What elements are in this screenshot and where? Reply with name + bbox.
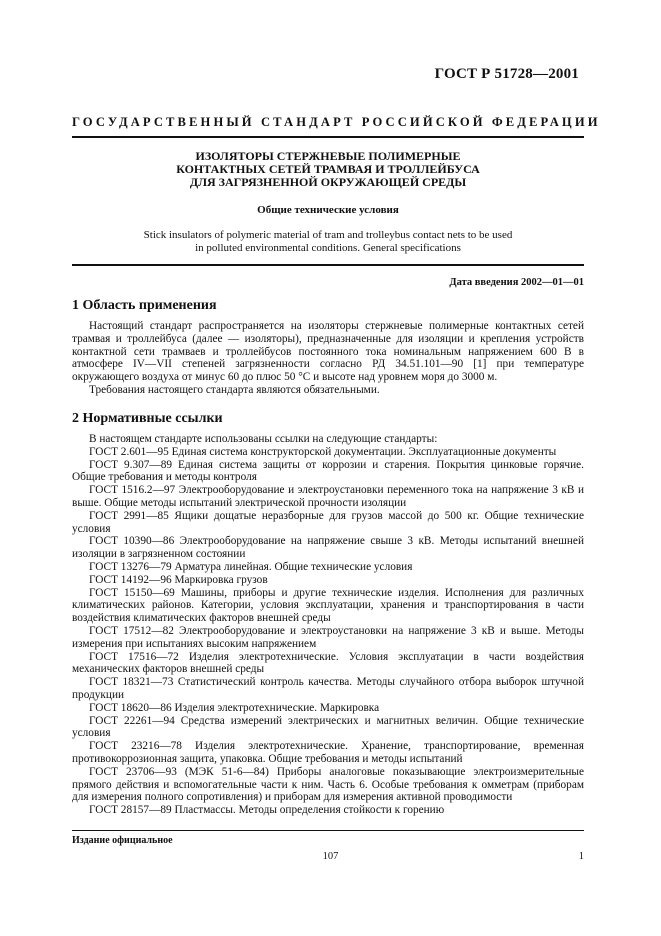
title-line: КОНТАКТНЫХ СЕТЕЙ ТРАМВАЯ И ТРОЛЛЕЙБУСА xyxy=(176,162,480,176)
footer-divider xyxy=(72,830,584,831)
document-title xyxy=(72,150,584,189)
reference-item: ГОСТ 23216—78 Изделия электротехнические. Хранение, транспортирование, временная противокоррозионная защита, упаковка. Общие требования и методы испытаний xyxy=(72,740,584,765)
section-heading: 1 Область применения xyxy=(72,298,217,313)
reference-item: ГОСТ 18321—73 Статистический контроль качества. Методы случайного отбора выборок штучной продукции xyxy=(72,676,584,701)
state-standard-heading: ГОСУДАРСТВЕННЫЙ СТАНДАРТ РОССИЙСКОЙ ФЕДЕРАЦИИ xyxy=(72,115,601,129)
official-edition-label: Издание официальное xyxy=(72,835,173,846)
reference-item: ГОСТ 1516.2—97 Электрооборудование и электроустановки переменного тока на напряжение 3 кВ и выше. Общие методы испытаний электрической прочности изоляции xyxy=(72,484,584,509)
english-title-line: in polluted environmental conditions. General specifications xyxy=(195,241,461,254)
title-line: ДЛЯ ЗАГРЯЗНЕННОЙ ОКРУЖАЮЩЕЙ СРЕДЫ xyxy=(189,175,467,189)
reference-item: ГОСТ 22261—94 Средства измерений электрических и магнитных величин. Общие технические условия xyxy=(72,714,584,740)
reference-item: ГОСТ 17512—82 Электрооборудование и электроустановки на напряжение 3 кВ и выше. Методы измерения при испытаниях высоким напряжением xyxy=(72,624,584,650)
reference-item: ГОСТ 9.307—89 Единая система защиты от коррозии и старения. Покрытия цинковые горячие. Общие требования и методы контроля xyxy=(72,458,584,484)
reference-item: ГОСТ 23706—93 (МЭК 51-6—84) Приборы аналоговые показывающие электроизмерительные прямого действия и вспомогательные части к ним. Часть 6. Особые требования к омметрам (приборам для измерения полного сопротивления) и приборам для измерения активной проводимости xyxy=(72,765,584,804)
document-subtitle: Общие технические условия xyxy=(257,204,399,216)
paragraph: Настоящий стандарт распространяется на изоляторы стержневые полимерные контактных сетей трамвая и троллейбуса (далее — изоляторы), предназначенные для изоляции и крепления устройств контактной сети трамваев и троллейбусов постоянного тока номинальным напряжением 600 В в атмосфере IV—VII степеней загрязненности согласно РД 34.51.101—90 [1] при температуре окружающего воздуха от минус 60 до плюс 50 °С и высоте над уровнем моря до 3000 м. xyxy=(72,320,584,384)
header-divider xyxy=(72,136,584,138)
document-code: ГОСТ Р 51728—2001 xyxy=(434,66,579,82)
reference-item: ГОСТ 14192—96 Маркировка грузов xyxy=(89,573,268,586)
reference-item: ГОСТ 28157—89 Пластмассы. Методы определения стойкости к горению xyxy=(89,804,445,817)
paragraph: Требования настоящего стандарта являются обязательными. xyxy=(89,383,380,396)
english-title-line: Stick insulators of polymeric material of tram and trolleybus contact nets to be used xyxy=(143,229,513,241)
section-scope xyxy=(72,298,584,397)
section-heading: 2 Нормативные ссылки xyxy=(72,411,223,426)
reference-item: ГОСТ 10390—86 Электрооборудование на напряжение свыше 3 кВ. Методы испытаний внешней изоляции в загрязненном состоянии xyxy=(72,535,584,561)
reference-item: ГОСТ 2.601—95 Единая система конструкторской документации. Эксплуатационные документы xyxy=(89,445,557,458)
reference-item: ГОСТ 2991—85 Ящики дощатые неразборные для грузов массой до 500 кг. Общие технические условия xyxy=(72,509,584,535)
english-title xyxy=(72,229,584,254)
reference-item: ГОСТ 13276—79 Арматура линейная. Общие технические условия xyxy=(89,560,413,573)
sheet-number: 1 xyxy=(578,851,584,862)
reference-item: ГОСТ 17516—72 Изделия электротехнические. Условия эксплуатации в части воздействия механических факторов внешней среды xyxy=(72,650,584,676)
title-line: ИЗОЛЯТОРЫ СТЕРЖНЕВЫЕ ПОЛИМЕРНЫЕ xyxy=(195,149,461,163)
title-divider xyxy=(72,264,584,266)
reference-item: ГОСТ 15150—69 Машины, приборы и другие технические изделия. Исполнения для различных климатических районов. Категории, условия эксплуатации, хранения и транспортирования в части воздействия климатических факторов внешней среды xyxy=(72,586,584,625)
paragraph: В настоящем стандарте использованы ссылки на следующие стандарты: xyxy=(89,433,438,445)
section-normative-references xyxy=(72,411,584,817)
introduction-date: Дата введения 2002—01—01 xyxy=(449,277,584,288)
reference-item: ГОСТ 18620—86 Изделия электротехнические. Маркировка xyxy=(89,701,380,714)
page-number: 107 xyxy=(322,851,339,862)
